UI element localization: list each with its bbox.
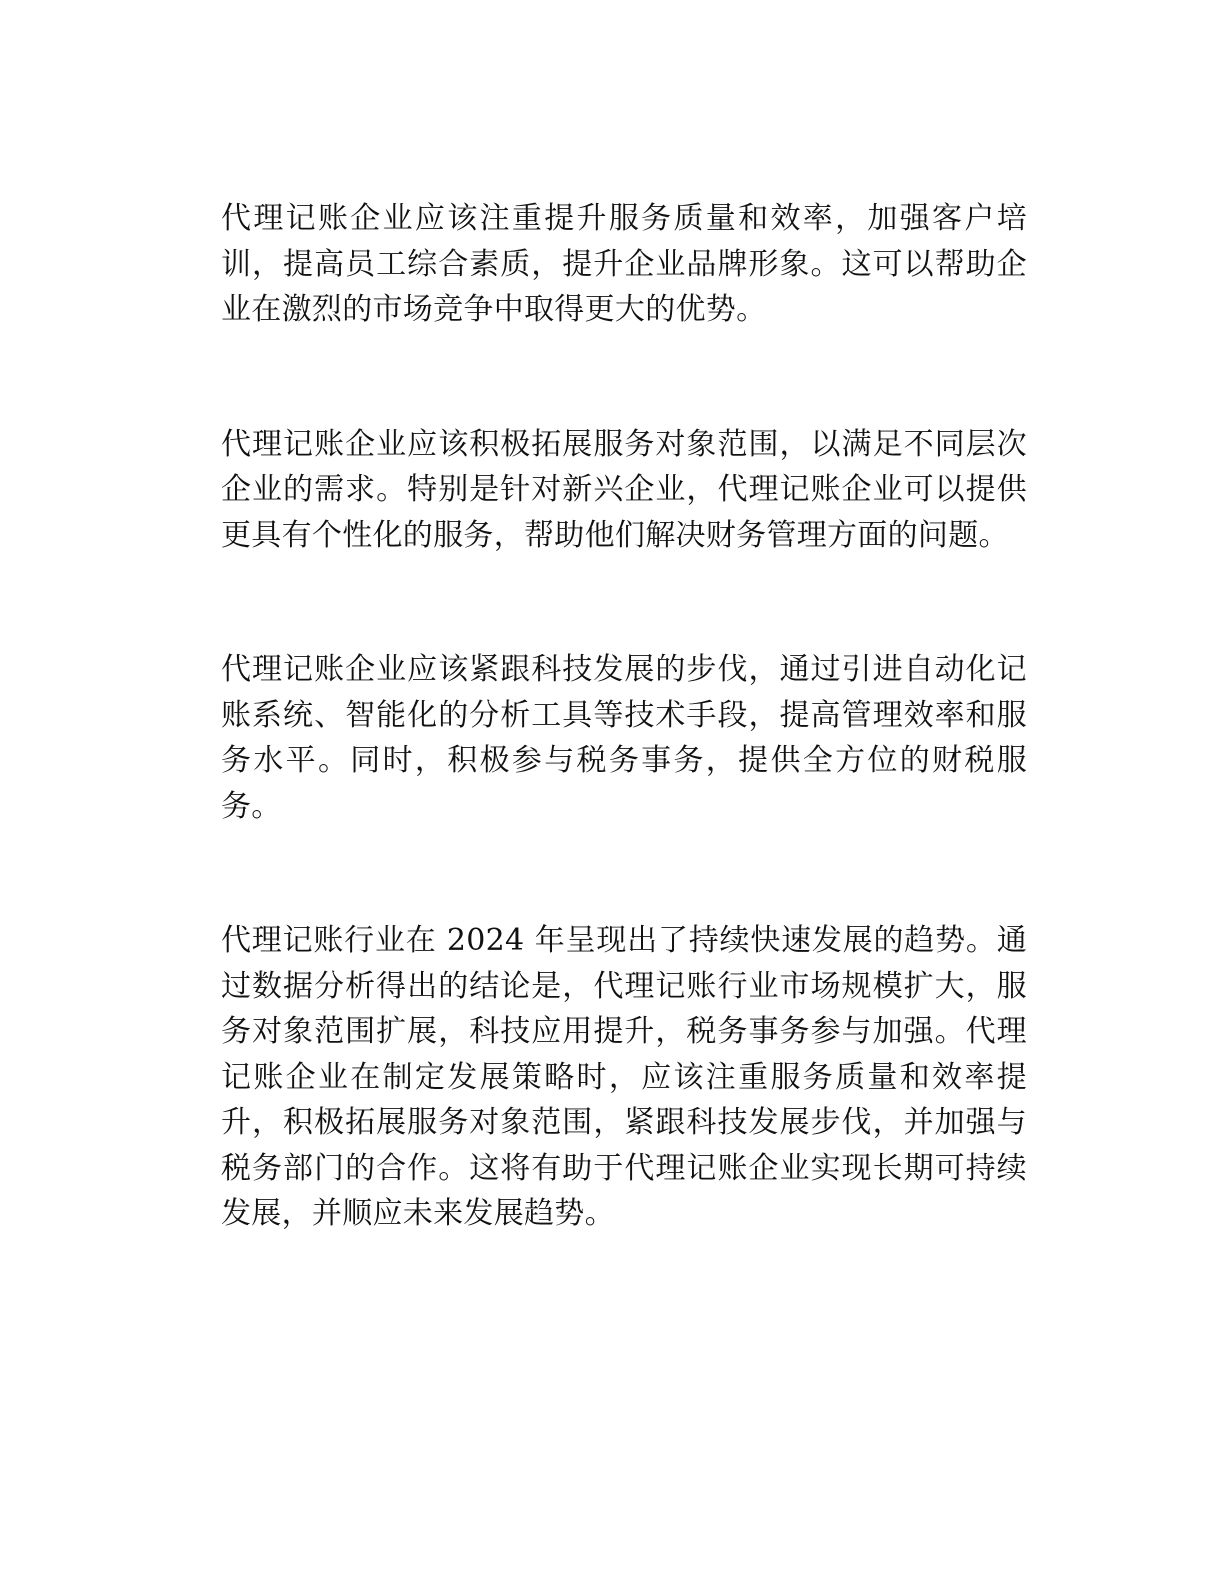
paragraph-conclusion: 代理记账行业在 2024 年呈现出了持续快速发展的趋势。通过数据分析得出的结论是，代理记账行业市场规模扩大，服务对象范围扩展，科技应用提升，税务事务参与加强。代理记账企业在制定发展策略时，应该注重服务质量和效率提升，积极拓展服务对象范围，紧跟科技发展步伐，并加强与税务部门的合作。这将有助于代理记账企业实现长期可持续发展，并顺应未来发展趋势。 — [221, 923, 1027, 1231]
paragraph-technology: 代理记账企业应该紧跟科技发展的步伐，通过引进自动化记账系统、智能化的分析工具等技术手段，提高管理效率和服务水平。同时，积极参与税务事务，提供全方位的财税服务。 — [221, 652, 1027, 824]
paragraph-client-scope: 代理记账企业应该积极拓展服务对象范围，以满足不同层次企业的需求。特别是针对新兴企业，代理记账企业可以提供更具有个性化的服务，帮助他们解决财务管理方面的问题。 — [221, 426, 1027, 553]
document-body — [221, 196, 1027, 1237]
paragraph-service-quality: 代理记账企业应该注重提升服务质量和效率，加强客户培训，提高员工综合素质，提升企业品牌形象。这可以帮助企业在激烈的市场竞争中取得更大的优势。 — [221, 201, 1027, 327]
